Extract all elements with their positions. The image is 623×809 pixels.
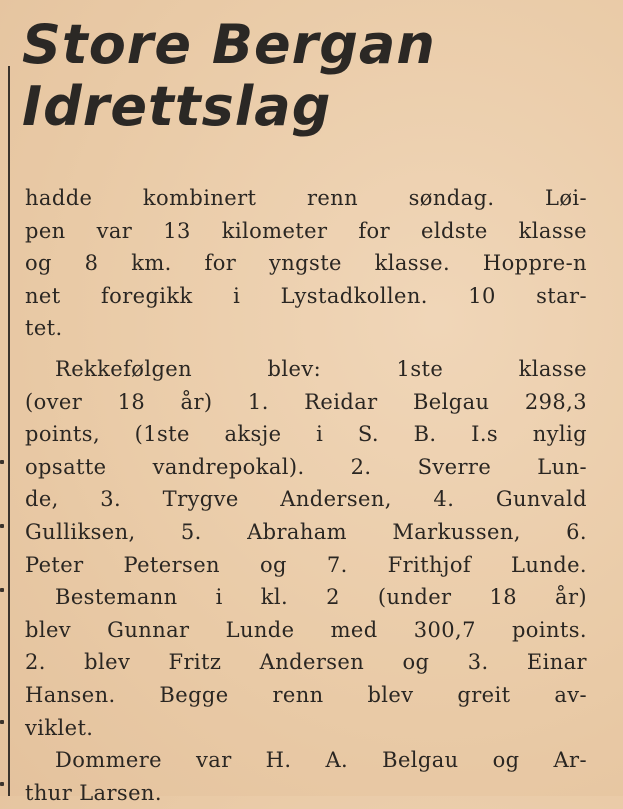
text-line: tet. xyxy=(25,316,63,341)
text-line: opsatte vandrepokal). 2. Sverre Lun- xyxy=(25,454,587,479)
column-tick xyxy=(0,588,4,592)
article-headline xyxy=(22,14,436,138)
text-line: de, 3. Trygve Andersen, 4. Gunvald xyxy=(25,487,587,512)
column-tick xyxy=(0,720,4,724)
article-body xyxy=(25,182,587,809)
paragraph-2 xyxy=(25,353,587,581)
text-line: (over 18 år) 1. Reidar Belgau 298,3 xyxy=(25,389,587,414)
text-line: hadde kombinert renn søndag. Løi- xyxy=(25,186,587,210)
text-line: thur Larsen. xyxy=(25,780,162,805)
column-tick xyxy=(0,460,4,464)
text-line: Peter Petersen og 7. Frithjof Lunde. xyxy=(25,552,587,577)
headline-line: Store Bergan xyxy=(22,13,436,76)
text-line: og 8 km. for yngste klasse. Hoppre-n xyxy=(25,251,587,276)
column-tick xyxy=(0,782,4,786)
text-line: pen var 13 kilometer for eldste klasse xyxy=(25,218,587,243)
text-line: Gulliksen, 5. Abraham Markussen, 6. xyxy=(25,519,587,544)
headline-line: Idrettslag xyxy=(22,75,332,138)
text-line: 2. blev Fritz Andersen og 3. Einar xyxy=(25,650,587,675)
text-line: Rekkefølgen blev: 1ste klasse xyxy=(55,356,587,381)
column-rule xyxy=(8,66,10,796)
text-line: viklet. xyxy=(25,715,94,740)
paragraph-4 xyxy=(25,744,587,809)
text-line: blev Gunnar Lunde med 300,7 points. xyxy=(25,617,587,642)
text-line: net foregikk i Lystadkollen. 10 star- xyxy=(25,283,587,308)
paragraph-3 xyxy=(25,581,587,744)
text-line: Hansen. Begge renn blev greit av- xyxy=(25,682,587,707)
paragraph-1 xyxy=(25,182,587,345)
text-line: Bestemann i kl. 2 (under 18 år) xyxy=(55,585,587,610)
column-tick xyxy=(0,524,4,528)
text-line: Dommere var H. A. Belgau og Ar- xyxy=(55,748,587,773)
text-line: points, (1ste aksje i S. B. I.s nylig xyxy=(25,422,587,447)
